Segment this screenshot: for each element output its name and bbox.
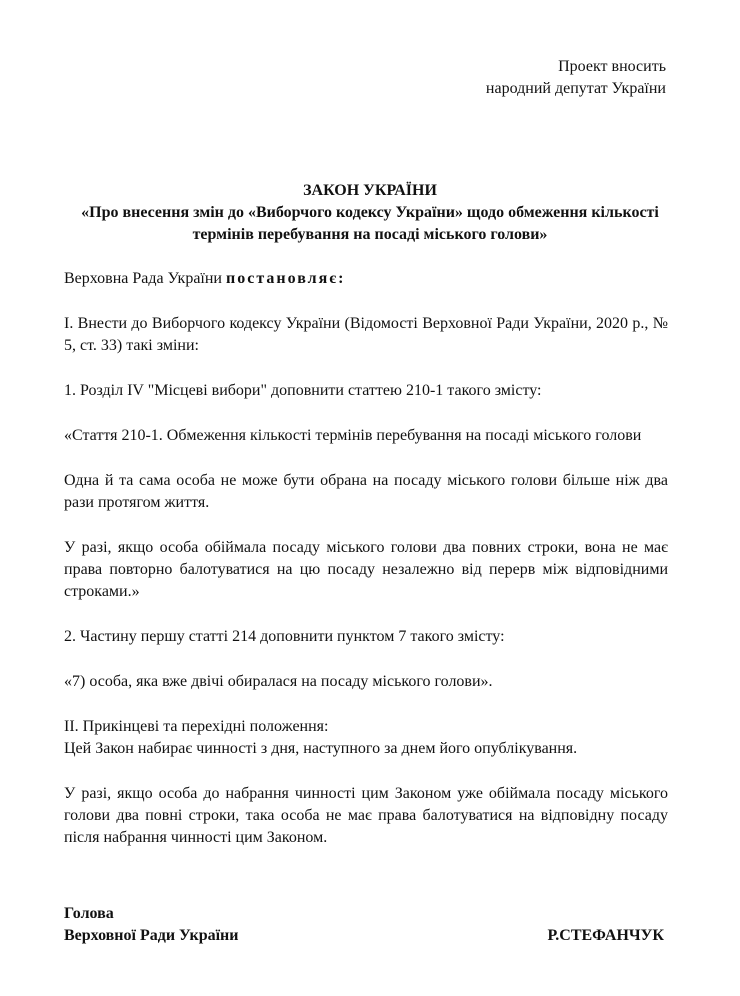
signatory-name: Р.СТЕФАНЧУК [547, 927, 664, 944]
law-header [64, 180, 676, 246]
law-body [64, 268, 668, 872]
submitter-note-line-1: Проект вносить [558, 58, 666, 75]
preamble [64, 268, 668, 290]
law-subtitle-line-1: «Про внесення змін до «Виборчого кодексу України» щодо обмеження кількості [81, 204, 659, 221]
preamble-text: Верховна Рада України [64, 270, 226, 287]
item-2-quote: «7) особа, яка вже двічі обиралася на посаду міського голови». [64, 673, 493, 690]
item-1: 1. Розділ IV "Місцеві вибори" доповнити статтею 210-1 такого змісту: [64, 382, 542, 399]
submitter-note [486, 56, 666, 100]
submitter-note-line-2: народний депутат України [485, 80, 666, 97]
law-title: ЗАКОН УКРАЇНИ [303, 182, 437, 199]
signature-block [64, 903, 668, 947]
signatory-title-line-2: Верховної Ради України [64, 927, 239, 944]
section-2-paragraph-1: Цей Закон набирає чинності з дня, наступного за днем його опублікування. [64, 740, 578, 757]
preamble-decree: постановляє: [226, 270, 346, 287]
law-subtitle-line-2: термінів перебування на посаді міського голови» [192, 226, 548, 243]
section-1-intro: I. Внести до Виборчого кодексу України (Відомості Верховної Ради України, 2020 р., № 5, ст. 33) такі зміни: [64, 315, 668, 354]
article-paragraph-2: У разі, якщо особа обіймала посаду міського голови два повних строки, вона не має права повторно балотуватися на цю посаду незалежно від перерв між відповідними строками.» [64, 539, 668, 600]
article-title: «Стаття 210-1. Обмеження кількості термінів перебування на посаді міського голови [64, 427, 642, 444]
item-2: 2. Частину першу статті 214 доповнити пунктом 7 такого змісту: [64, 628, 505, 645]
section-2-title: II. Прикінцеві та перехідні положення: [64, 718, 329, 735]
article-paragraph-1: Одна й та сама особа не може бути обрана на посаду міського голови більше ніж два рази протягом життя. [64, 472, 668, 511]
signature-row [64, 925, 668, 947]
signatory-title-line-1: Голова [64, 905, 114, 922]
section-2-paragraph-2: У разі, якщо особа до набрання чинності цим Законом уже обіймала посаду міського голови два повні строки, така особа не має права балотуватися на відповідну посаду після набрання чинності цим Законом. [64, 785, 668, 846]
